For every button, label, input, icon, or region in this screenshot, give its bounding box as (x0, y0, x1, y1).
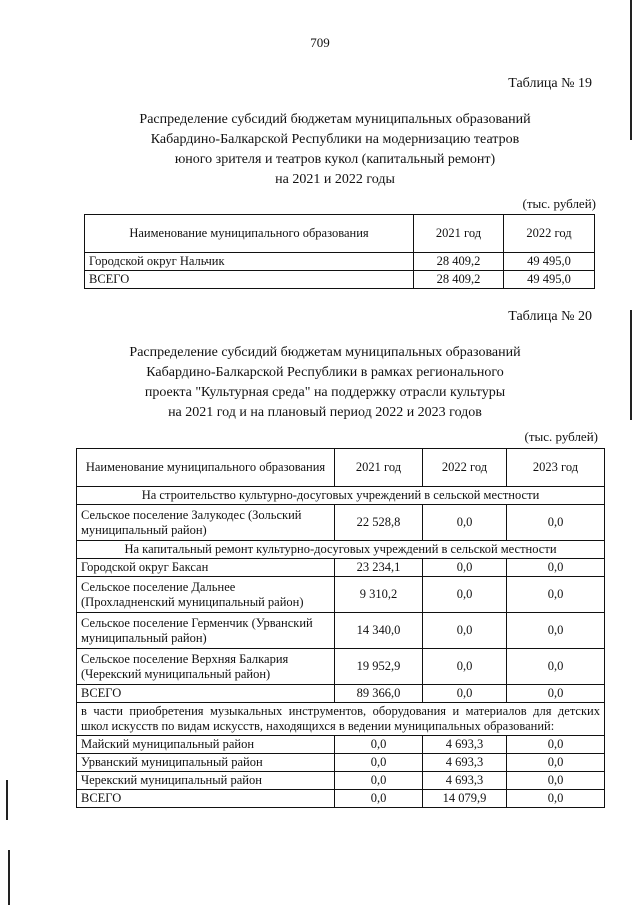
section-heading: в части приобретения музыкальных инструментов, оборудования и материалов для детских школ искусств по видам искусств, находящихся в ведении муниципальных образований: (77, 703, 605, 736)
table-row (77, 685, 605, 703)
table-19 (84, 214, 595, 289)
col-header-2022: 2022 год (423, 449, 507, 487)
section-heading: На капитальный ремонт культурно-досуговых учреждений в сельской местности (77, 541, 605, 559)
table-19-title (60, 110, 610, 190)
value-2023: 0,0 (507, 505, 605, 541)
value-2022: 4 693,3 (423, 736, 507, 754)
row-name: Черекский муниципальный район (77, 772, 335, 790)
scan-edge-mark (6, 780, 8, 820)
row-name: ВСЕГО (77, 685, 335, 703)
value-2022: 0,0 (423, 577, 507, 613)
value-2021: 14 340,0 (335, 613, 423, 649)
value-2023: 0,0 (507, 649, 605, 685)
row-name: Городской округ Нальчик (85, 253, 414, 271)
table-row (77, 613, 605, 649)
title-line: Кабардино-Балкарской Республики в рамках регионального (146, 365, 504, 380)
value-2023: 0,0 (507, 736, 605, 754)
table-row (85, 271, 595, 289)
value-2023: 0,0 (507, 577, 605, 613)
table-20-unit: (тыс. рублей) (524, 429, 598, 444)
row-name: ВСЕГО (77, 790, 335, 808)
table-row (77, 790, 605, 808)
value-2023: 0,0 (507, 613, 605, 649)
row-name: Городской округ Баксан (77, 559, 335, 577)
value-2022: 0,0 (423, 559, 507, 577)
row-name: Сельское поселение Герменчик (Урванский муниципальный район) (77, 613, 335, 649)
value-2021: 22 528,8 (335, 505, 423, 541)
table-20-label: Таблица № 20 (508, 309, 592, 324)
title-line: Распределение субсидий бюджетам муниципальных образований (129, 345, 521, 360)
scan-edge-mark (630, 0, 632, 140)
value-2021: 9 310,2 (335, 577, 423, 613)
value-2022: 0,0 (423, 613, 507, 649)
table-row (77, 772, 605, 790)
table-row (77, 736, 605, 754)
row-name: Сельское поселение Залукодес (Зольский муниципальный район) (77, 505, 335, 541)
value-2023: 0,0 (507, 559, 605, 577)
table-row (85, 253, 595, 271)
col-header-2021: 2021 год (335, 449, 423, 487)
title-line: проекта "Культурная среда" на поддержку отрасли культуры (144, 385, 506, 400)
value-2023: 0,0 (507, 685, 605, 703)
value-2021: 28 409,2 (414, 271, 504, 289)
scan-edge-mark (630, 310, 632, 420)
value-2022: 14 079,9 (423, 790, 507, 808)
table-row (77, 577, 605, 613)
value-2022: 4 693,3 (423, 754, 507, 772)
title-line: на 2021 и 2022 годы (275, 172, 395, 187)
value-2022: 0,0 (423, 505, 507, 541)
value-2021: 19 952,9 (335, 649, 423, 685)
value-2021: 23 234,1 (335, 559, 423, 577)
value-2023: 0,0 (507, 754, 605, 772)
value-2021: 0,0 (335, 772, 423, 790)
value-2022: 49 495,0 (504, 271, 595, 289)
value-2021: 89 366,0 (335, 685, 423, 703)
section-row (77, 703, 605, 736)
table-20 (76, 448, 605, 808)
title-line: юного зрителя и театров кукол (капитальный ремонт) (174, 152, 496, 167)
section-heading: На строительство культурно-досуговых учреждений в сельской местности (77, 487, 605, 505)
title-line: на 2021 год и на плановый период 2022 и 2023 годов (168, 405, 482, 420)
scan-edge-mark (8, 850, 10, 905)
row-name: ВСЕГО (85, 271, 414, 289)
value-2023: 0,0 (507, 772, 605, 790)
col-header-2022: 2022 год (504, 215, 595, 253)
col-header-name: Наименование муниципального образования (77, 449, 335, 487)
col-header-2023: 2023 год (507, 449, 605, 487)
row-name: Сельское поселение Дальнее (Прохладненский муниципальный район) (77, 577, 335, 613)
value-2022: 4 693,3 (423, 772, 507, 790)
value-2021: 0,0 (335, 754, 423, 772)
row-name: Урванский муниципальный район (77, 754, 335, 772)
section-row (77, 487, 605, 505)
table-19-unit: (тыс. рублей) (522, 196, 596, 211)
table-row (77, 649, 605, 685)
row-name: Майский муниципальный район (77, 736, 335, 754)
value-2022: 49 495,0 (504, 253, 595, 271)
row-name: Сельское поселение Верхняя Балкария (Черекский муниципальный район) (77, 649, 335, 685)
title-line: Кабардино-Балкарской Республики на модернизацию театров (150, 132, 520, 147)
page-number: 709 (310, 35, 330, 50)
col-header-2021: 2021 год (414, 215, 504, 253)
value-2021: 0,0 (335, 790, 423, 808)
section-row (77, 541, 605, 559)
value-2022: 0,0 (423, 649, 507, 685)
table-row (77, 754, 605, 772)
value-2023: 0,0 (507, 790, 605, 808)
table-row (77, 505, 605, 541)
value-2022: 0,0 (423, 685, 507, 703)
table-row (77, 559, 605, 577)
col-header-name: Наименование муниципального образования (85, 215, 414, 253)
value-2021: 0,0 (335, 736, 423, 754)
value-2021: 28 409,2 (414, 253, 504, 271)
table-19-label: Таблица № 19 (508, 76, 592, 91)
title-line: Распределение субсидий бюджетам муниципальных образований (139, 112, 531, 127)
table-20-title (50, 343, 600, 423)
